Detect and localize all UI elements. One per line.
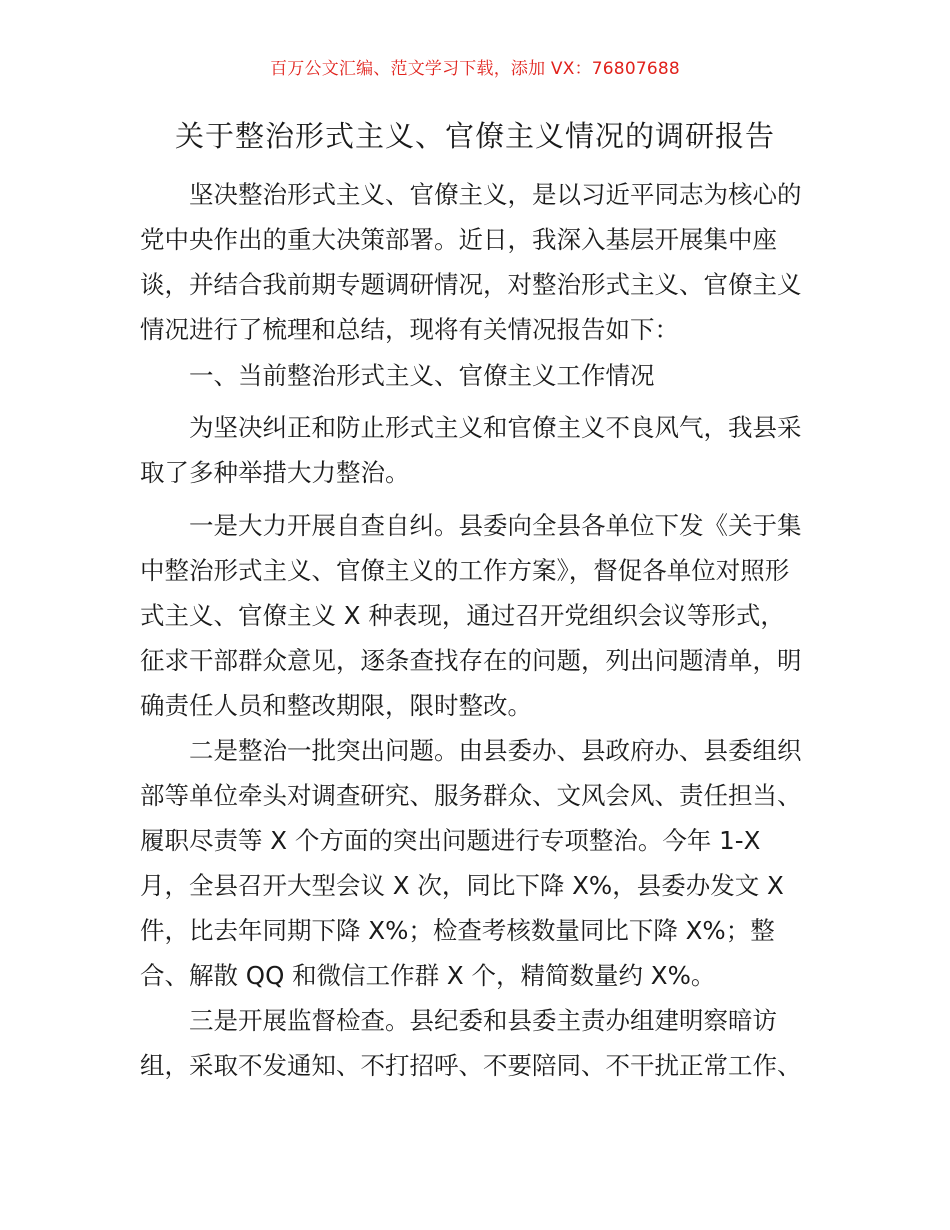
watermark-banner: 百万公文汇编、范文学习下载，添加 VX：76807688 bbox=[270, 59, 680, 79]
text-line: 为坚决纠正和防止形式主义和官僚主义不良风气，我县采 bbox=[189, 413, 802, 442]
paragraph-supervision bbox=[140, 998, 812, 1088]
paragraph-self-inspection bbox=[140, 503, 812, 728]
text-line: 党中央作出的重大决策部署。近日，我深入基层开展集中座 bbox=[140, 225, 777, 254]
text-line: 月，全县召开大型会议 X 次，同比下降 X%，县委办发文 X bbox=[140, 871, 784, 900]
text-line: 二是整治一批突出问题。由县委办、县政府办、县委组织 bbox=[189, 736, 802, 765]
text-line: 三是开展监督检查。县纪委和县委主责办组建明察暗访 bbox=[189, 1006, 777, 1035]
text-line: 情况进行了梳理和总结，现将有关情况报告如下： bbox=[140, 315, 679, 344]
paragraph-measures bbox=[140, 405, 812, 495]
text-line: 件，比去年同期下降 X%；检查考核数量同比下降 X%；整 bbox=[140, 916, 775, 945]
text-line: 确责任人员和整改期限，限时整改。 bbox=[140, 691, 532, 720]
text-line: 合、解散 QQ 和微信工作群 X 个，精简数量约 X%。 bbox=[140, 961, 716, 990]
paragraph-intro bbox=[140, 172, 812, 352]
text-line: 部等单位牵头对调查研究、服务群众、文风会风、责任担当、 bbox=[140, 781, 802, 810]
text-line: 征求干部群众意见，逐条查找存在的问题，列出问题清单，明 bbox=[140, 646, 802, 675]
text-line: 谈，并结合我前期专题调研情况，对整治形式主义、官僚主义 bbox=[140, 270, 802, 299]
text-line: 式主义、官僚主义 X 种表现，通过召开党组织会议等形式， bbox=[140, 601, 785, 630]
text-line: 一、当前整治形式主义、官僚主义工作情况 bbox=[189, 361, 655, 390]
document-title: 关于整治形式主义、官僚主义情况的调研报告 bbox=[174, 119, 775, 153]
text-line: 坚决整治形式主义、官僚主义，是以习近平同志为核心的 bbox=[189, 180, 802, 209]
paragraph-rectification bbox=[140, 728, 812, 998]
text-line: 中整治形式主义、官僚主义的工作方案》，督促各单位对照形 bbox=[140, 556, 790, 585]
text-line: 履职尽责等 X 个方面的突出问题进行专项整治。今年 1-X bbox=[140, 826, 761, 855]
section-heading bbox=[140, 353, 812, 398]
text-line: 一是大力开展自查自纠。县委向全县各单位下发《关于集 bbox=[189, 511, 802, 540]
text-line: 组，采取不发通知、不打招呼、不要陪同、不干扰正常工作、 bbox=[140, 1051, 802, 1080]
text-line: 取了多种举措大力整治。 bbox=[140, 458, 410, 487]
